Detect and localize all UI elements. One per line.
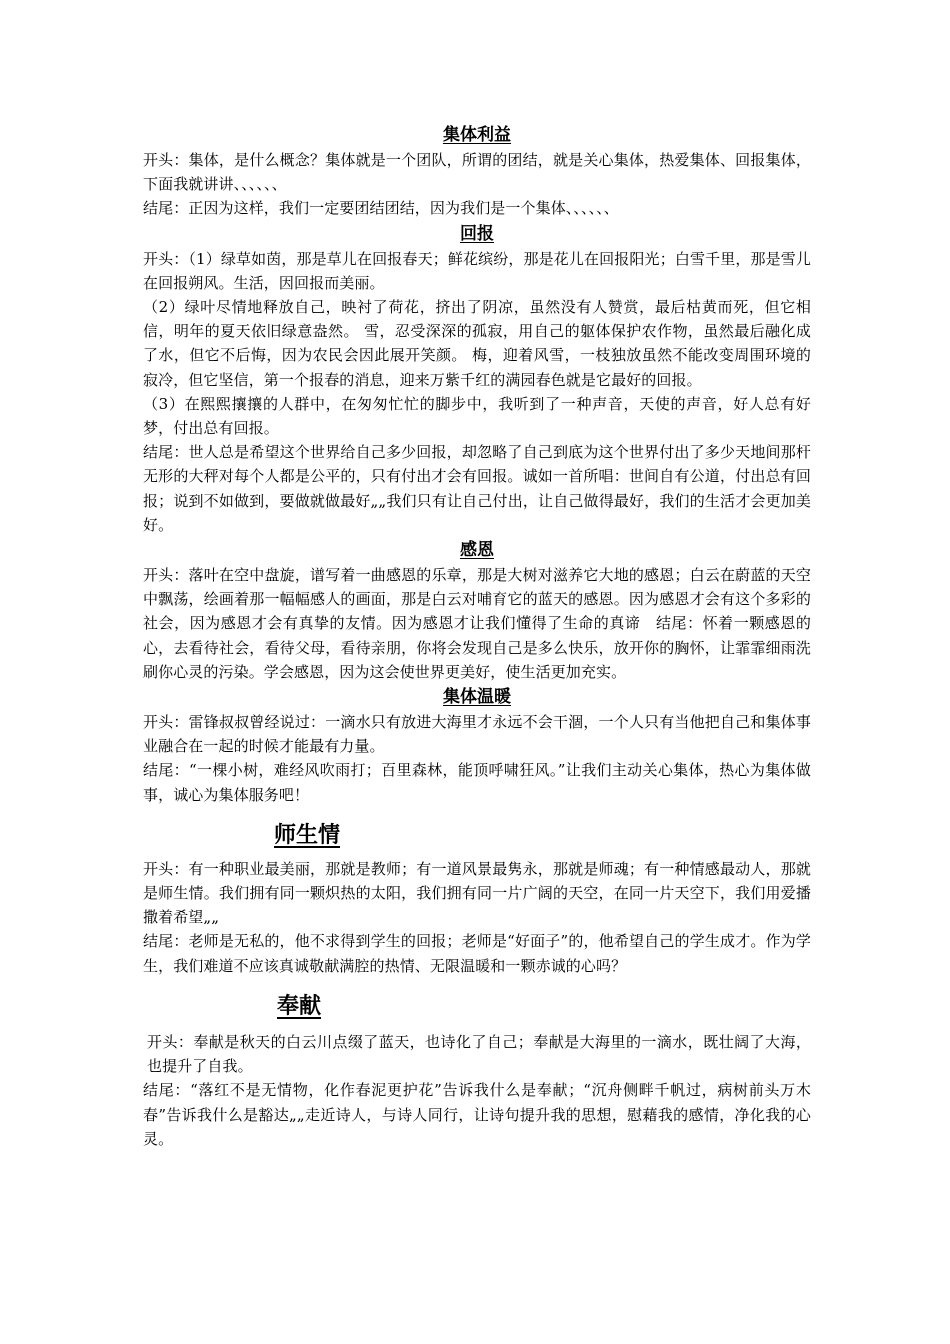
section-title-gratitude: 感恩 (460, 540, 494, 561)
paragraph: 结尾：老师是无私的，他不求得到学生的回报；老师是“好面子”的，他希望自己的学生成才。作为学生，我们难道不应该真诚敬献满腔的热情、无限温暖和一颗赤诚的心吗？ (143, 932, 811, 975)
paragraph: 结尾：正因为这样，我们一定要团结团结，因为我们是一个集体、、、、、、 (143, 199, 619, 218)
section-title-collective-interest: 集体利益 (443, 125, 511, 145)
paragraph: 结尾：“一棵小树，难经风吹雨打；百里森林，能顶呼啸狂风。”让我们主动关心集体，热心为集体做事，诚心为集体服务吧！ (143, 761, 811, 804)
paragraph: 结尾：“落红不是无情物，化作春泥更护花”告诉我什么是奉献；“沉舟侧畔千帆过，病树前头万木春”告诉我什么是豁达„„走近诗人，与诗人同行，让诗句提升我的思想，慰藉我的感情，净化我的心灵。 (143, 1081, 811, 1148)
section-title-collective-warmth: 集体温暖 (443, 687, 511, 708)
section-title-dedication: 奉献 (277, 993, 322, 1019)
paragraph: 开头：有一种职业最美丽，那就是教师；有一道风景最隽永，那就是师魂；有一种情感最动人，那就是师生情。我们拥有同一颗炽热的太阳，我们拥有同一片广阔的天空，在同一片天空下，我们用爱播撒着希望„„ (143, 859, 811, 927)
paragraph: （3）在熙熙攘攘的人群中，在匆匆忙忙的脚步中，我听到了一种声音，天使的声音，好人总有好梦，付出总有回报。 (143, 394, 811, 438)
paragraph: 开头：奉献是秋天的白云川点缀了蓝天，也诗化了自己；奉献是大海里的一滴水，既壮阔了大海，也提升了自我。 (147, 1032, 811, 1076)
paragraph: 开头：落叶在空中盘旋，谱写着一曲感恩的乐章，那是大树对滋养它大地的感恩；白云在蔚蓝的天空中飘荡，绘画着那一幅幅感人的画面，那是白云对哺育它的蓝天的感恩。因为感恩才会有这个多彩的社会，因为感恩才会有真挚的友情。因为感恩才让我们懂得了生命的真谛 结尾：怀着一颗感恩的心，去看待社会，看待父母，看待亲朋，你将会发现自己是多么快乐，放开你的胸怀，让霏霏细雨洗刷你心灵的污染。学会感恩，因为这会使世界更美好，使生活更加充实。 (143, 566, 811, 681)
document-page (143, 122, 811, 1151)
section-title-teacher-student: 师生情 (274, 822, 341, 848)
paragraph: （2）绿叶尽情地释放自己，映衬了荷花，挤出了阴凉，虽然没有人赞赏，最后枯黄而死，但它相信，明年的夏天依旧绿意盎然。 雪，忍受深深的孤寂，用自己的躯体保护农作物，虽然最后融化成了水，但它不后悔，因为农民会因此展开笑颜。 梅，迎着风雪，一枝独放虽然不能改变周围环境的寂冷，但它坚信，第一个报春的消息，迎来万紫千红的满园春色就是它最好的回报。 (143, 298, 811, 389)
section-title-repay: 回报 (460, 223, 494, 244)
paragraph: 开头：集体，是什么概念？集体就是一个团队，所谓的团结，就是关心集体，热爱集体、回报集体，下面我就讲讲、、、、、、 (143, 151, 811, 194)
paragraph: 开头：雷锋叔叔曾经说过：一滴水只有放进大海里才永远不会干涸，一个人只有当他把自己和集体事业融合在一起的时候才能最有力量。 (143, 713, 811, 756)
paragraph: 开头：（1）绿草如茵，那是草儿在回报春天；鲜花缤纷，那是花儿在回报阳光；白雪千里，那是雪儿在回报朔风。生活，因回报而美丽。 (143, 249, 811, 292)
paragraph: 结尾：世人总是希望这个世界给自己多少回报，却忽略了自己到底为这个世界付出了多少天地间那杆无形的大秤对每个人都是公平的，只有付出才会有回报。诚如一首所唱：世间自有公道，付出总有回报；说到不如做到，要做就做最好„„我们只有让自己付出，让自己做得最好，我们的生活才会更加美好。 (143, 443, 811, 534)
